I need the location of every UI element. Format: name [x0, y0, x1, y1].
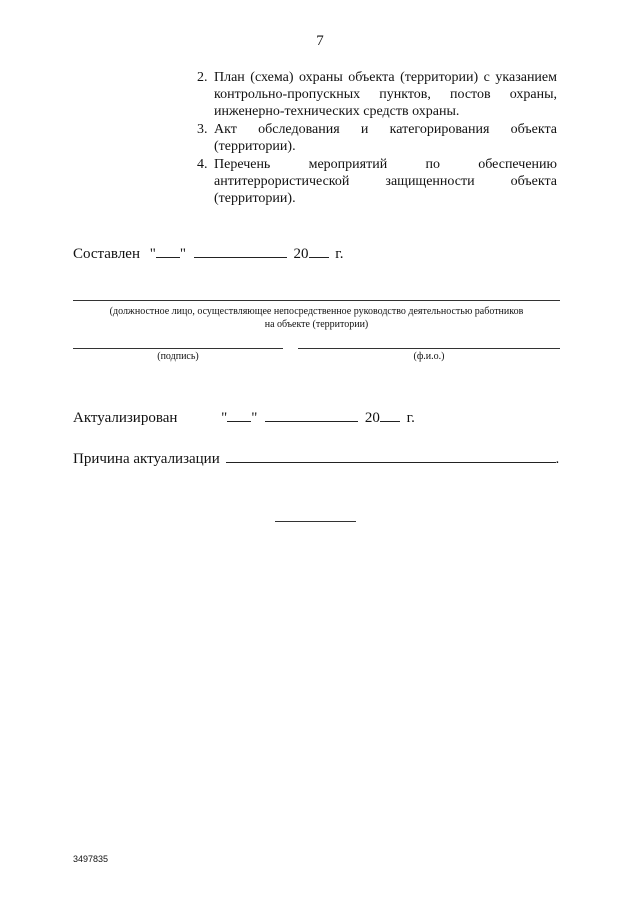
updated-month-blank[interactable]	[265, 409, 358, 422]
attachment-item	[197, 121, 557, 155]
attachment-text: Акт обследования и категорирования объекта (территории).	[214, 122, 557, 154]
signature-caption: (подпись)	[157, 351, 199, 362]
attachment-list	[197, 69, 557, 208]
official-caption-line1: (должностное лицо, осуществляющее непосредственное руководство деятельностью работников	[109, 306, 524, 317]
attachment-item	[197, 69, 557, 120]
compiled-day-blank[interactable]	[156, 245, 180, 258]
compiled-open-quote: "	[149, 246, 156, 262]
attachment-number: 2.	[197, 70, 208, 85]
full-name-caption: (ф.и.о.)	[413, 351, 445, 362]
signature-line[interactable]	[73, 348, 283, 349]
attachment-number: 3.	[197, 122, 208, 137]
attachment-text: План (схема) охраны объекта (территории) с указанием контрольно-пропускных пунктов, постов охраны, инженерно-технических средств охраны.	[214, 70, 557, 119]
compiled-date-line	[73, 245, 343, 263]
official-caption	[73, 305, 560, 331]
updated-year-blank[interactable]	[380, 409, 400, 422]
attachment-item	[197, 156, 557, 207]
reason-end-period: .	[555, 451, 560, 467]
full-name-line[interactable]	[298, 348, 560, 349]
reason-label: Причина актуализации	[73, 451, 220, 467]
compiled-close-quote: "	[179, 246, 186, 262]
updated-day-blank[interactable]	[227, 409, 251, 422]
compiled-label: Составлен	[73, 246, 140, 262]
attachment-number: 4.	[197, 157, 208, 172]
document-code: 3497835	[73, 854, 109, 864]
updated-open-quote: "	[221, 410, 228, 426]
updated-close-quote: "	[251, 410, 258, 426]
official-signature-line[interactable]	[73, 300, 560, 301]
compiled-year-prefix: 20	[293, 246, 309, 262]
official-caption-line2: на объекте (территории)	[264, 319, 369, 330]
page-number: 7	[316, 33, 324, 49]
updated-date-line	[73, 409, 415, 427]
reason-line	[73, 450, 559, 468]
compiled-year-blank[interactable]	[309, 245, 329, 258]
attachment-text: Перечень мероприятий по обеспечению антитеррористической защищенности объекта (территории).	[214, 157, 557, 206]
updated-year-prefix: 20	[364, 410, 380, 426]
end-separator	[275, 521, 356, 522]
updated-label: Актуализирован	[73, 410, 178, 426]
compiled-year-suffix: г.	[335, 246, 344, 262]
compiled-month-blank[interactable]	[194, 245, 287, 258]
updated-year-suffix: г.	[406, 410, 415, 426]
reason-blank[interactable]	[226, 450, 556, 463]
